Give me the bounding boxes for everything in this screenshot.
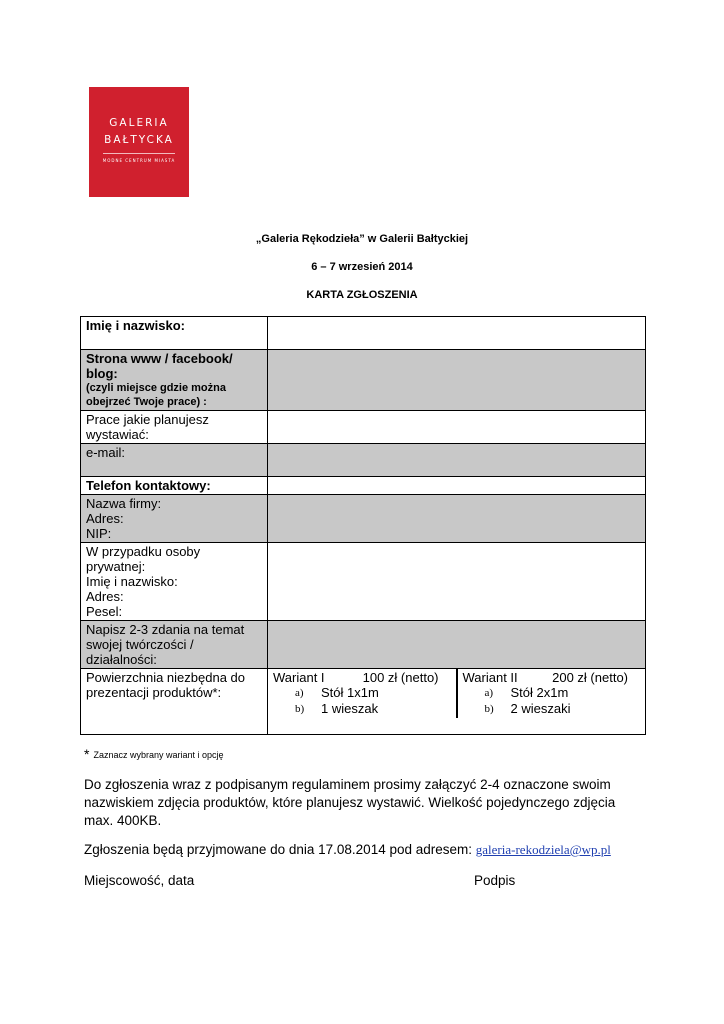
- company-address-label: Adres:: [86, 511, 124, 526]
- private-name-label: Imię i nazwisko:: [86, 574, 178, 589]
- variant-1-hanger-option[interactable]: [295, 701, 451, 717]
- works-field[interactable]: [268, 411, 646, 444]
- variant-1-price: 100 zł (netto): [362, 670, 439, 685]
- application-form-table: [80, 316, 646, 735]
- variant-1-table-option[interactable]: [295, 685, 451, 701]
- form-title: KARTA ZGŁOSZENIA: [306, 289, 418, 301]
- works-label: Prace jakie planujesz wystawiać:: [81, 411, 268, 444]
- logo-divider: [103, 153, 175, 154]
- footnote: [84, 746, 224, 762]
- submission-email-link[interactable]: galeria-rekodziela@wp.pl: [475, 842, 611, 857]
- variant-2-name: Wariant II: [462, 670, 518, 685]
- surface-label: Powierzchnia niezbędna do prezentacji produktów*:: [81, 669, 268, 735]
- photos-instruction: Do zgłoszenia wraz z podpisanym regulaminem prosimy załączyć 2-4 oznaczone swoim nazwiskiem zdjęcia produktów, które planujesz wystawić. Wielkość pojedynczego zdjęcia max. 400KB.: [84, 777, 616, 828]
- variant-1-table-label: Stół 1x1m: [321, 685, 379, 700]
- variant-1-option[interactable]: [268, 669, 457, 718]
- event-title: „Galeria Rękodzieła” w Galerii Bałtyckiej: [255, 233, 469, 245]
- company-label-cell: [81, 495, 268, 543]
- private-person-label: W przypadku osoby prywatnej:: [86, 544, 201, 574]
- email-label: e-mail:: [81, 444, 268, 477]
- option-b-marker: b): [484, 703, 494, 715]
- variant-2-table-label: Stół 2x1m: [510, 685, 569, 700]
- website-hint: (czyli miejsce gdzie można obejrzeć Twoje prace) :: [86, 382, 226, 408]
- logo-line-2: BAŁTYCKA: [104, 134, 174, 146]
- galeria-baltycka-logo: [89, 87, 189, 197]
- phone-label: Telefon kontaktowy:: [81, 477, 268, 495]
- deadline-text: Zgłoszenia będą przyjmowane do dnia 17.08.2014 pod adresem:: [84, 842, 473, 857]
- variant-cell: [268, 669, 646, 735]
- variant-2-hanger-option[interactable]: [485, 701, 641, 717]
- variant-2-option[interactable]: [457, 669, 646, 718]
- website-label: Strona www / facebook/ blog:: [86, 351, 233, 381]
- company-field[interactable]: [268, 495, 646, 543]
- private-field[interactable]: [268, 543, 646, 621]
- company-nip-label: NIP:: [86, 526, 112, 541]
- website-field[interactable]: [268, 350, 646, 411]
- logo-line-1: GALERIA: [109, 117, 169, 129]
- variant-2-header: [463, 670, 641, 685]
- option-a-marker: a): [295, 687, 304, 699]
- footnote-star: *: [84, 746, 90, 762]
- private-label-cell: [81, 543, 268, 621]
- variant-2-table-option[interactable]: [485, 685, 641, 701]
- signature-label: Podpis: [474, 873, 516, 888]
- variant-1-name: Wariant I: [273, 670, 325, 685]
- variant-2-hanger-label: 2 wieszaki: [510, 701, 571, 716]
- event-dates: 6 – 7 wrzesień 2014: [311, 261, 413, 273]
- email-field[interactable]: [268, 444, 646, 477]
- variant-1-header: [273, 670, 451, 685]
- describe-label: Napisz 2-3 zdania na temat swojej twórczości / działalności:: [81, 621, 268, 669]
- phone-field[interactable]: [268, 477, 646, 495]
- name-field[interactable]: [268, 317, 646, 350]
- footnote-text: Zaznacz wybrany wariant i opcję: [93, 750, 224, 760]
- name-label: Imię i nazwisko:: [81, 317, 268, 350]
- variant-1-hanger-label: 1 wieszak: [321, 701, 379, 716]
- company-name-label: Nazwa firmy:: [86, 496, 162, 511]
- option-a-marker: a): [484, 687, 494, 699]
- variant-2-price: 200 zł (netto): [552, 670, 628, 685]
- place-date-label: Miejscowość, data: [84, 873, 195, 888]
- private-pesel-label: Pesel:: [86, 604, 123, 619]
- logo-tagline: MODNE CENTRUM MIASTA: [102, 158, 176, 163]
- option-b-marker: b): [295, 703, 305, 715]
- deadline-paragraph: [84, 841, 644, 859]
- describe-field[interactable]: [268, 621, 646, 669]
- website-label-cell: [81, 350, 268, 411]
- private-address-label: Adres:: [86, 589, 124, 604]
- variant-table: [268, 669, 645, 718]
